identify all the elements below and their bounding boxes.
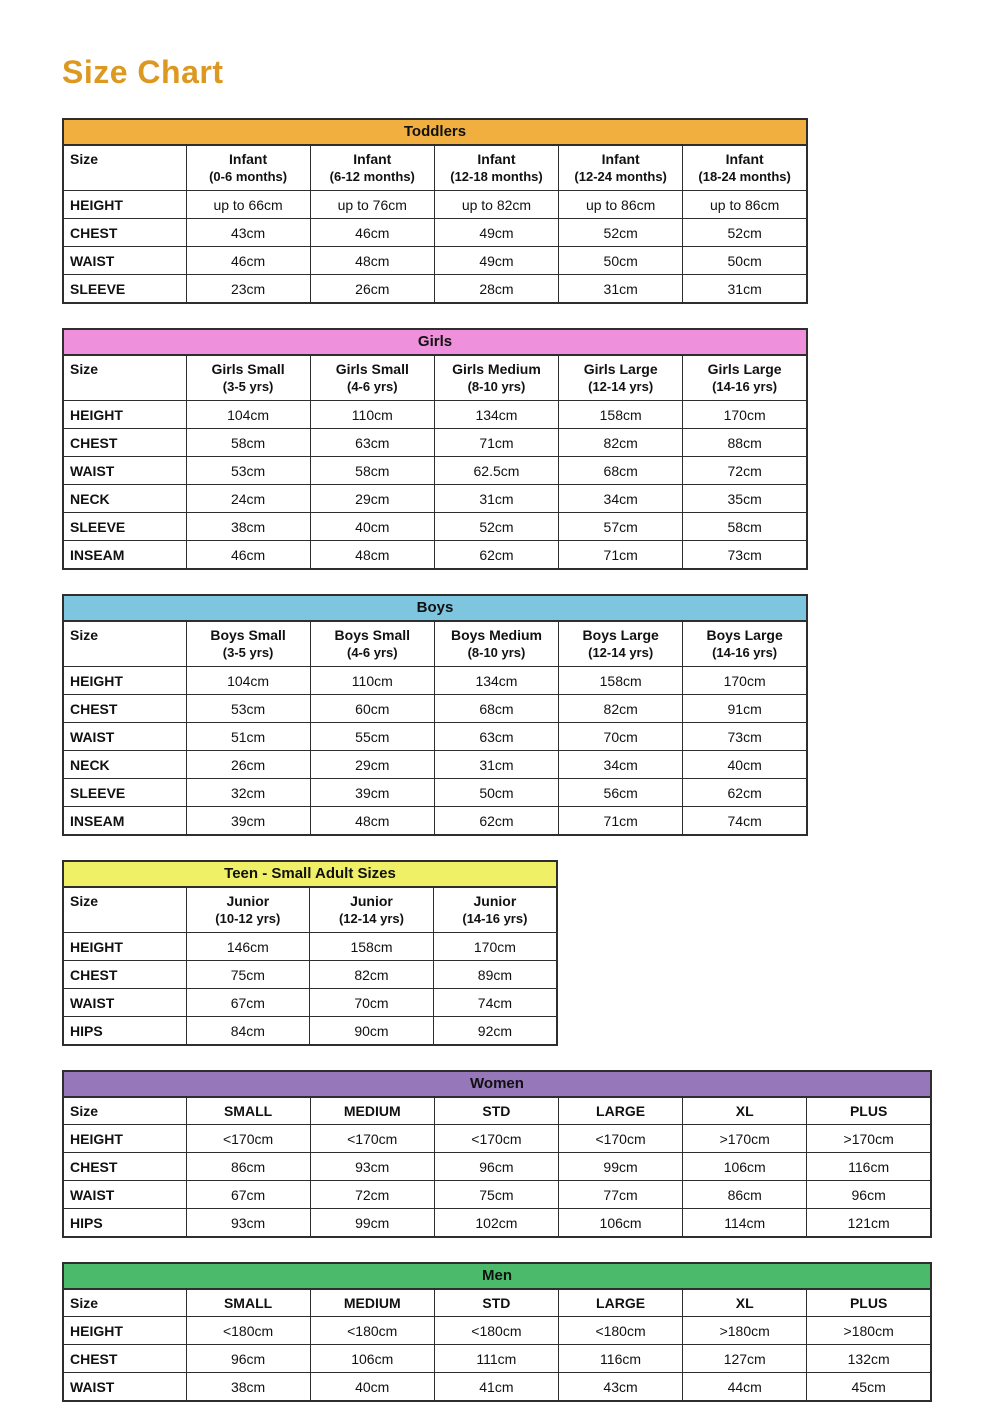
column-sublabel: (10-12 yrs)	[215, 911, 281, 926]
value-cell: 110cm	[310, 667, 434, 695]
table-row	[63, 513, 807, 541]
value-cell: 74cm	[433, 989, 557, 1017]
girls-size-header: Size	[63, 355, 186, 401]
value-cell: 96cm	[434, 1153, 558, 1181]
column-sublabel: (6-12 months)	[329, 169, 415, 184]
column-label: STD	[482, 1103, 511, 1119]
value-cell: 29cm	[310, 751, 434, 779]
value-cell: 50cm	[683, 247, 807, 275]
women-banner-row	[63, 1071, 931, 1097]
value-cell: 146cm	[186, 933, 310, 961]
boys-header-row	[63, 621, 807, 667]
value-cell: 158cm	[559, 667, 683, 695]
column-sublabel: (14-16 yrs)	[712, 645, 778, 660]
value-cell: 104cm	[186, 401, 310, 429]
value-cell: 116cm	[558, 1345, 682, 1373]
value-cell: 158cm	[310, 933, 434, 961]
value-cell: 38cm	[186, 1373, 310, 1402]
row-label: SLEEVE	[63, 275, 186, 304]
value-cell: 110cm	[310, 401, 434, 429]
value-cell: 52cm	[683, 219, 807, 247]
value-cell: 67cm	[186, 989, 310, 1017]
value-cell: 63cm	[310, 429, 434, 457]
page-title: Size Chart	[62, 54, 224, 90]
column-sublabel: (12-14 yrs)	[338, 911, 404, 926]
column-label: XL	[735, 1295, 754, 1311]
boys-column-header	[683, 621, 807, 667]
value-cell: 46cm	[186, 541, 310, 570]
value-cell: 53cm	[186, 695, 310, 723]
row-label: SLEEVE	[63, 513, 186, 541]
toddlers-banner: Toddlers	[63, 119, 807, 145]
table-row	[63, 429, 807, 457]
column-sublabel: (4-6 yrs)	[346, 379, 398, 394]
column-label: XL	[735, 1103, 754, 1119]
teen-header-row	[63, 887, 557, 933]
value-cell: 116cm	[807, 1153, 931, 1181]
column-sublabel: (4-6 yrs)	[346, 645, 398, 660]
column-sublabel: (12-14 yrs)	[588, 645, 654, 660]
table-row	[63, 989, 557, 1017]
column-sublabel: (12-14 yrs)	[588, 379, 654, 394]
table-row	[63, 401, 807, 429]
value-cell: 106cm	[558, 1209, 682, 1238]
value-cell: 111cm	[434, 1345, 558, 1373]
girls-size-table	[62, 328, 808, 570]
toddlers-column-header	[434, 145, 558, 191]
value-cell: 96cm	[186, 1345, 310, 1373]
value-cell: 158cm	[559, 401, 683, 429]
value-cell: 39cm	[310, 779, 434, 807]
value-cell: 43cm	[186, 219, 310, 247]
value-cell: up to 86cm	[559, 191, 683, 219]
value-cell: 62cm	[434, 807, 558, 836]
row-label: WAIST	[63, 247, 186, 275]
value-cell: 82cm	[559, 695, 683, 723]
girls-column-header	[683, 355, 807, 401]
women-banner: Women	[63, 1071, 931, 1097]
table-row	[63, 695, 807, 723]
value-cell: 73cm	[683, 541, 807, 570]
value-cell: 96cm	[807, 1181, 931, 1209]
column-sublabel: (14-16 yrs)	[462, 911, 528, 926]
column-label: PLUS	[849, 1295, 888, 1311]
table-row	[63, 1153, 931, 1181]
women-column-header	[310, 1097, 434, 1125]
women-column-header	[683, 1097, 807, 1125]
column-sublabel: (8-10 yrs)	[467, 645, 526, 660]
table-row	[63, 807, 807, 836]
value-cell: >180cm	[683, 1317, 807, 1345]
value-cell: 31cm	[434, 485, 558, 513]
table-row	[63, 191, 807, 219]
teen-column-header	[433, 887, 557, 933]
value-cell: 52cm	[434, 513, 558, 541]
value-cell: 70cm	[310, 989, 434, 1017]
column-label: Junior	[226, 893, 270, 909]
teen-size-header: Size	[63, 887, 186, 933]
table-row	[63, 723, 807, 751]
boys-column-header	[434, 621, 558, 667]
toddlers-column-header	[310, 145, 434, 191]
value-cell: 48cm	[310, 247, 434, 275]
column-sublabel: (18-24 months)	[698, 169, 791, 184]
value-cell: 92cm	[433, 1017, 557, 1046]
value-cell: 50cm	[434, 779, 558, 807]
row-label: INSEAM	[63, 807, 186, 836]
value-cell: 114cm	[683, 1209, 807, 1238]
row-label: HEIGHT	[63, 667, 186, 695]
value-cell: 82cm	[310, 961, 434, 989]
table-row	[63, 933, 557, 961]
value-cell: <180cm	[186, 1317, 310, 1345]
column-label: Boys Large	[582, 627, 659, 643]
value-cell: 70cm	[559, 723, 683, 751]
women-column-header	[807, 1097, 931, 1125]
tables-container	[62, 118, 1000, 1402]
boys-column-header	[186, 621, 310, 667]
value-cell: 68cm	[434, 695, 558, 723]
row-label: SLEEVE	[63, 779, 186, 807]
women-column-header	[558, 1097, 682, 1125]
value-cell: 121cm	[807, 1209, 931, 1238]
value-cell: 53cm	[186, 457, 310, 485]
value-cell: 55cm	[310, 723, 434, 751]
column-label: Boys Large	[706, 627, 783, 643]
women-column-header	[186, 1097, 310, 1125]
value-cell: >180cm	[807, 1317, 931, 1345]
value-cell: <180cm	[558, 1317, 682, 1345]
value-cell: >170cm	[683, 1125, 807, 1153]
column-label: LARGE	[596, 1103, 646, 1119]
girls-column-header	[559, 355, 683, 401]
column-sublabel: (12-24 months)	[574, 169, 667, 184]
value-cell: 62cm	[434, 541, 558, 570]
column-label: Boys Small	[210, 627, 286, 643]
value-cell: up to 76cm	[310, 191, 434, 219]
table-row	[63, 457, 807, 485]
row-label: HEIGHT	[63, 401, 186, 429]
men-banner: Men	[63, 1263, 931, 1289]
row-label: INSEAM	[63, 541, 186, 570]
men-size-table	[62, 1262, 932, 1402]
men-column-header	[683, 1289, 807, 1317]
value-cell: 24cm	[186, 485, 310, 513]
value-cell: 134cm	[434, 667, 558, 695]
row-label: HEIGHT	[63, 933, 186, 961]
column-label: Infant	[353, 151, 392, 167]
row-label: CHEST	[63, 219, 186, 247]
column-label: MEDIUM	[343, 1295, 401, 1311]
girls-column-header	[186, 355, 310, 401]
value-cell: 46cm	[310, 219, 434, 247]
men-header-row	[63, 1289, 931, 1317]
row-label: WAIST	[63, 1373, 186, 1402]
value-cell: 31cm	[683, 275, 807, 304]
row-label: CHEST	[63, 695, 186, 723]
toddlers-size-table	[62, 118, 808, 304]
value-cell: 75cm	[434, 1181, 558, 1209]
value-cell: 86cm	[186, 1153, 310, 1181]
row-label: NECK	[63, 751, 186, 779]
value-cell: 90cm	[310, 1017, 434, 1046]
column-label: Infant	[229, 151, 268, 167]
value-cell: 72cm	[683, 457, 807, 485]
value-cell: 26cm	[310, 275, 434, 304]
boys-banner-row	[63, 595, 807, 621]
value-cell: 41cm	[434, 1373, 558, 1402]
value-cell: <170cm	[310, 1125, 434, 1153]
column-sublabel: (8-10 yrs)	[467, 379, 526, 394]
row-label: HIPS	[63, 1017, 186, 1046]
value-cell: 50cm	[559, 247, 683, 275]
row-label: CHEST	[63, 1345, 186, 1373]
column-label: Girls Small	[335, 361, 409, 377]
value-cell: 39cm	[186, 807, 310, 836]
men-column-header	[558, 1289, 682, 1317]
column-label: LARGE	[596, 1295, 646, 1311]
column-label: Boys Medium	[450, 627, 542, 643]
value-cell: 127cm	[683, 1345, 807, 1373]
toddlers-column-header	[559, 145, 683, 191]
value-cell: 35cm	[683, 485, 807, 513]
column-sublabel: (12-18 months)	[450, 169, 543, 184]
value-cell: 23cm	[186, 275, 310, 304]
value-cell: 170cm	[683, 667, 807, 695]
girls-banner-row	[63, 329, 807, 355]
column-label: Junior	[350, 893, 393, 909]
value-cell: 106cm	[683, 1153, 807, 1181]
value-cell: 74cm	[683, 807, 807, 836]
value-cell: 52cm	[559, 219, 683, 247]
value-cell: <180cm	[310, 1317, 434, 1345]
table-row	[63, 667, 807, 695]
value-cell: 48cm	[310, 807, 434, 836]
value-cell: 82cm	[559, 429, 683, 457]
toddlers-size-header: Size	[63, 145, 186, 191]
value-cell: 40cm	[310, 513, 434, 541]
value-cell: <170cm	[434, 1125, 558, 1153]
row-label: WAIST	[63, 723, 186, 751]
value-cell: 43cm	[558, 1373, 682, 1402]
column-label: Infant	[725, 151, 764, 167]
boys-column-header	[310, 621, 434, 667]
value-cell: 45cm	[807, 1373, 931, 1402]
row-label: WAIST	[63, 1181, 186, 1209]
value-cell: 34cm	[559, 485, 683, 513]
row-label: WAIST	[63, 989, 186, 1017]
table-row	[63, 1209, 931, 1238]
value-cell: 62.5cm	[434, 457, 558, 485]
value-cell: 63cm	[434, 723, 558, 751]
table-row	[63, 1345, 931, 1373]
men-column-header	[807, 1289, 931, 1317]
value-cell: up to 86cm	[683, 191, 807, 219]
column-label: Infant	[477, 151, 516, 167]
row-label: CHEST	[63, 1153, 186, 1181]
row-label: HIPS	[63, 1209, 186, 1238]
value-cell: 44cm	[683, 1373, 807, 1402]
value-cell: 134cm	[434, 401, 558, 429]
column-label: Boys Small	[334, 627, 411, 643]
column-sublabel: (3-5 yrs)	[222, 645, 274, 660]
table-row	[63, 1317, 931, 1345]
girls-column-header	[434, 355, 558, 401]
value-cell: 40cm	[310, 1373, 434, 1402]
value-cell: 60cm	[310, 695, 434, 723]
row-label: CHEST	[63, 961, 186, 989]
value-cell: 68cm	[559, 457, 683, 485]
value-cell: 104cm	[186, 667, 310, 695]
table-row	[63, 219, 807, 247]
table-row	[63, 275, 807, 304]
value-cell: 99cm	[558, 1153, 682, 1181]
value-cell: <170cm	[186, 1125, 310, 1153]
value-cell: 84cm	[186, 1017, 310, 1046]
value-cell: 40cm	[683, 751, 807, 779]
value-cell: 170cm	[433, 933, 557, 961]
men-column-header	[186, 1289, 310, 1317]
value-cell: 31cm	[559, 275, 683, 304]
row-label: WAIST	[63, 457, 186, 485]
column-label: STD	[482, 1295, 511, 1311]
column-label: SMALL	[223, 1295, 273, 1311]
girls-column-header	[310, 355, 434, 401]
value-cell: 31cm	[434, 751, 558, 779]
value-cell: up to 82cm	[434, 191, 558, 219]
toddlers-header-row	[63, 145, 807, 191]
teen-banner-row	[63, 861, 557, 887]
value-cell: 58cm	[186, 429, 310, 457]
value-cell: 71cm	[559, 807, 683, 836]
table-row	[63, 247, 807, 275]
row-label: HEIGHT	[63, 1317, 186, 1345]
value-cell: 48cm	[310, 541, 434, 570]
column-label: Girls Medium	[452, 361, 541, 377]
row-label: CHEST	[63, 429, 186, 457]
value-cell: 132cm	[807, 1345, 931, 1373]
value-cell: 71cm	[434, 429, 558, 457]
value-cell: 58cm	[310, 457, 434, 485]
women-size-table	[62, 1070, 932, 1238]
value-cell: 170cm	[683, 401, 807, 429]
table-row	[63, 1125, 931, 1153]
column-sublabel: (14-16 yrs)	[712, 379, 778, 394]
value-cell: 49cm	[434, 219, 558, 247]
value-cell: >170cm	[807, 1125, 931, 1153]
women-column-header	[434, 1097, 558, 1125]
toddlers-banner-row	[63, 119, 807, 145]
value-cell: 57cm	[559, 513, 683, 541]
teen-size-table	[62, 860, 558, 1046]
boys-banner: Boys	[63, 595, 807, 621]
column-label: Girls Small	[211, 361, 285, 377]
men-size-header: Size	[63, 1289, 186, 1317]
value-cell: 28cm	[434, 275, 558, 304]
men-column-header	[434, 1289, 558, 1317]
men-column-header	[310, 1289, 434, 1317]
table-row	[63, 1017, 557, 1046]
value-cell: 91cm	[683, 695, 807, 723]
boys-size-header: Size	[63, 621, 186, 667]
value-cell: 34cm	[559, 751, 683, 779]
column-label: PLUS	[849, 1103, 888, 1119]
teen-column-header	[186, 887, 310, 933]
table-row	[63, 1181, 931, 1209]
table-row	[63, 751, 807, 779]
women-size-header: Size	[63, 1097, 186, 1125]
value-cell: 29cm	[310, 485, 434, 513]
column-label: MEDIUM	[343, 1103, 401, 1119]
value-cell: 106cm	[310, 1345, 434, 1373]
column-label: Girls Large	[583, 361, 658, 377]
value-cell: 67cm	[186, 1181, 310, 1209]
value-cell: <170cm	[558, 1125, 682, 1153]
column-label: Junior	[473, 893, 517, 909]
value-cell: 38cm	[186, 513, 310, 541]
value-cell: <180cm	[434, 1317, 558, 1345]
column-label: Infant	[601, 151, 640, 167]
value-cell: 71cm	[559, 541, 683, 570]
value-cell: 102cm	[434, 1209, 558, 1238]
row-label: NECK	[63, 485, 186, 513]
value-cell: 46cm	[186, 247, 310, 275]
girls-header-row	[63, 355, 807, 401]
value-cell: 72cm	[310, 1181, 434, 1209]
value-cell: 77cm	[558, 1181, 682, 1209]
value-cell: 58cm	[683, 513, 807, 541]
column-label: SMALL	[223, 1103, 273, 1119]
value-cell: 75cm	[186, 961, 310, 989]
value-cell: 88cm	[683, 429, 807, 457]
boys-size-table	[62, 594, 808, 836]
toddlers-column-header	[683, 145, 807, 191]
table-row	[63, 779, 807, 807]
table-row	[63, 1373, 931, 1402]
table-row	[63, 961, 557, 989]
teen-column-header	[310, 887, 434, 933]
column-sublabel: (0-6 months)	[209, 169, 288, 184]
value-cell: 26cm	[186, 751, 310, 779]
men-banner-row	[63, 1263, 931, 1289]
value-cell: 32cm	[186, 779, 310, 807]
table-row	[63, 541, 807, 570]
value-cell: 93cm	[310, 1153, 434, 1181]
table-row	[63, 485, 807, 513]
value-cell: 93cm	[186, 1209, 310, 1238]
boys-column-header	[559, 621, 683, 667]
column-label: Girls Large	[707, 361, 782, 377]
value-cell: 51cm	[186, 723, 310, 751]
row-label: HEIGHT	[63, 1125, 186, 1153]
value-cell: 56cm	[559, 779, 683, 807]
girls-banner: Girls	[63, 329, 807, 355]
value-cell: 49cm	[434, 247, 558, 275]
value-cell: 89cm	[433, 961, 557, 989]
women-header-row	[63, 1097, 931, 1125]
teen-banner: Teen - Small Adult Sizes	[63, 861, 557, 887]
value-cell: 62cm	[683, 779, 807, 807]
column-sublabel: (3-5 yrs)	[222, 379, 274, 394]
value-cell: 73cm	[683, 723, 807, 751]
value-cell: 86cm	[683, 1181, 807, 1209]
row-label: HEIGHT	[63, 191, 186, 219]
value-cell: 99cm	[310, 1209, 434, 1238]
value-cell: up to 66cm	[186, 191, 310, 219]
toddlers-column-header	[186, 145, 310, 191]
